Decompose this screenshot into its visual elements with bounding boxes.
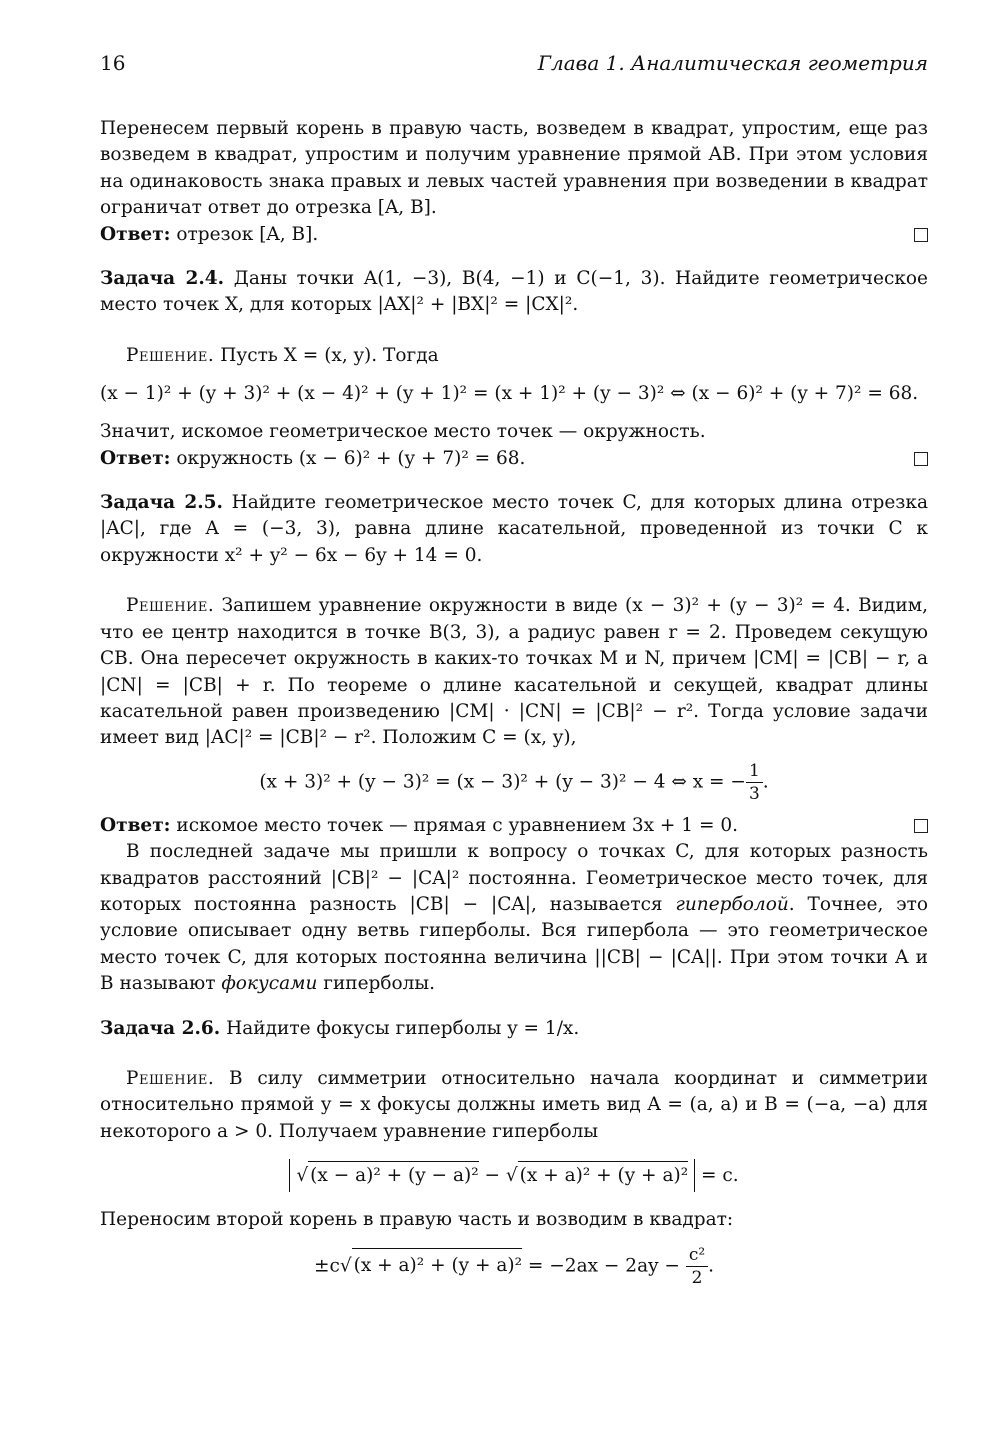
fraction [686, 1244, 708, 1289]
solution-2-6 [100, 1066, 928, 1145]
problem-2-4 [100, 266, 928, 319]
equation-2-6-1 [100, 1159, 928, 1193]
qed-square-icon [914, 819, 928, 833]
discussion-paragraph [100, 839, 928, 997]
answer-label: Ответ: [100, 814, 171, 836]
solution-label: Решение. [126, 344, 215, 366]
solution-label: Решение. [126, 595, 215, 617]
discussion-text-1: В последней задаче мы пришли к вопросу о точках C, для которых разность квадратов расстояний |CB|² − |CA|² постоянна. Геометрическое место точек, для которых постоянна разность |CB| − |CA|, называется [100, 841, 928, 915]
page-number: 16 [100, 51, 126, 75]
answer-2-5 [100, 813, 928, 839]
answer-2-4 [100, 446, 928, 472]
equation-text: (x − 1)² + (y + 3)² + (x − 4)² + (y + 1)² = (x + 1)² + (y − 3)² ⇔ (x − 6)² + (y + 7)² = 68. [100, 383, 919, 405]
problem-text: Найдите фокусы гиперболы y = 1/x. [220, 1017, 580, 1039]
problem-label: Задача 2.4. [100, 268, 225, 290]
answer-label: Ответ: [100, 223, 171, 245]
problem-text: Найдите геометрическое место точек C, для которых длина отрезка |AC|, где A = (−3, 3), равна длине касательной, проведенной из точки C к окружности x² + y² − 6x − 6y + 14 = 0. [100, 492, 928, 566]
intro-answer [100, 222, 928, 248]
problem-text: Даны точки A(1, −3), B(4, −1) и C(−1, 3). Найдите геометрическое место точек X, для которых |AX|² + |BX|² = |CX|². [100, 268, 928, 316]
sqrt-2: (x + a)² + (y + a)² [518, 1161, 688, 1190]
qed-square-icon [914, 452, 928, 466]
page [100, 48, 928, 1299]
sqrt-1: (x − a)² + (y − a)² [308, 1161, 478, 1190]
equation-end: . [708, 1255, 715, 1277]
answer-label: Ответ: [100, 447, 171, 469]
equation-2-4 [100, 377, 928, 411]
page-header [100, 48, 928, 78]
solution-text: Запишем уравнение окружности в виде (x − 3)² + (y − 3)² = 4. Видим, что ее центр находится в точке B(3, 3), а радиус равен r = 2. Проведем секущую CB. Она пересечет окружность в каких-то точках M и N, причем |CM| = |CB| − r, а |CN| = |CB| + r. По теореме о длине касательной и секущей, квадрат длины касательной равен произведению |CM| · |CN| = |CB|² − r². Тогда условие задачи имеет вид |AC|² = |CB|² − r². Положим C = (x, y), [100, 595, 928, 749]
solution-2-4 [100, 343, 928, 369]
equation-main: (x + 3)² + (y − 3)² = (x − 3)² + (y − 3)² − 4 ⇔ x = − [259, 771, 746, 793]
equation-2-6-2: ±c√ (x + a)² + (y + a)² = −2ax − 2ay − $\frac{\text{c²}}{2}$ . [313, 1244, 715, 1288]
discussion-text-2: . Точнее, это условие описывает одну ветвь гиперболы. Вся гипербола — это геометрическое место точек C, для которых постоянна величина ||CB| − |CA||. При этом точки A и B называют [100, 893, 928, 995]
absolute-value: √ (x − a)² + (y − a)² − √ (x + a)² + (y + a)² [289, 1159, 695, 1192]
solution-label: Решение. [126, 1067, 215, 1089]
answer-text: искомое место точек — прямая с уравнением 3x + 1 = 0. [170, 814, 738, 836]
solution-text: Пусть X = (x, y). Тогда [214, 344, 439, 366]
chapter-title: Глава 1. Аналитическая геометрия [537, 51, 928, 75]
equation-end: . [762, 771, 769, 793]
discussion-text-3: гиперболы. [317, 973, 436, 995]
solution-text: В силу симметрии относительно начала координат и симметрии относительно прямой y = x фокусы должны иметь вид A = (a, a) и B = (−a, −a) для некоторого a > 0. Получаем уравнение гиперболы [100, 1067, 928, 1142]
fraction-denominator: 3 [748, 783, 760, 804]
answer-text: отрезок [A, B]. [170, 223, 319, 245]
transfer-text: Переносим второй корень в правую часть и возводим в квадрат: [100, 1209, 734, 1231]
equation-prefix: ±c [313, 1255, 340, 1277]
intro-paragraph: Перенесем первый корень в правую часть, возведем в квадрат, упростим, еще раз возведем в квадрат, упростим и получим уравнение прямой AB. При этом условия на одинаковость знака правых и левых частей уравнения при возведении в квадрат ограничат ответ до отрезка [A, B]. [100, 118, 928, 219]
equation-2-5 [100, 760, 928, 805]
answer-text: окружность (x − 6)² + (y + 7)² = 68. [170, 447, 526, 469]
problem-label: Задача 2.5. [100, 492, 223, 514]
fraction-numerator: c² [686, 1244, 708, 1267]
fraction-numerator: 1 [746, 760, 763, 783]
solution-2-5 [100, 593, 928, 751]
problem-2-5 [100, 490, 928, 569]
term-foci: фокусами [221, 973, 318, 995]
equation-end: = c. [695, 1165, 739, 1187]
minus-sign: − [478, 1165, 506, 1187]
conclusion-2-4: Значит, искомое геометрическое место точек — окружность. [100, 421, 706, 443]
problem-label: Задача 2.6. [100, 1017, 221, 1039]
problem-2-6 [100, 1016, 928, 1042]
fraction [746, 760, 763, 805]
equation-mid: = −2ax − 2ay − [522, 1255, 686, 1277]
fraction-denominator: 2 [691, 1267, 703, 1288]
term-hyperbola: гиперболой [675, 893, 789, 915]
qed-square-icon [914, 228, 928, 242]
sqrt-3: (x + a)² + (y + a)² [352, 1248, 522, 1283]
